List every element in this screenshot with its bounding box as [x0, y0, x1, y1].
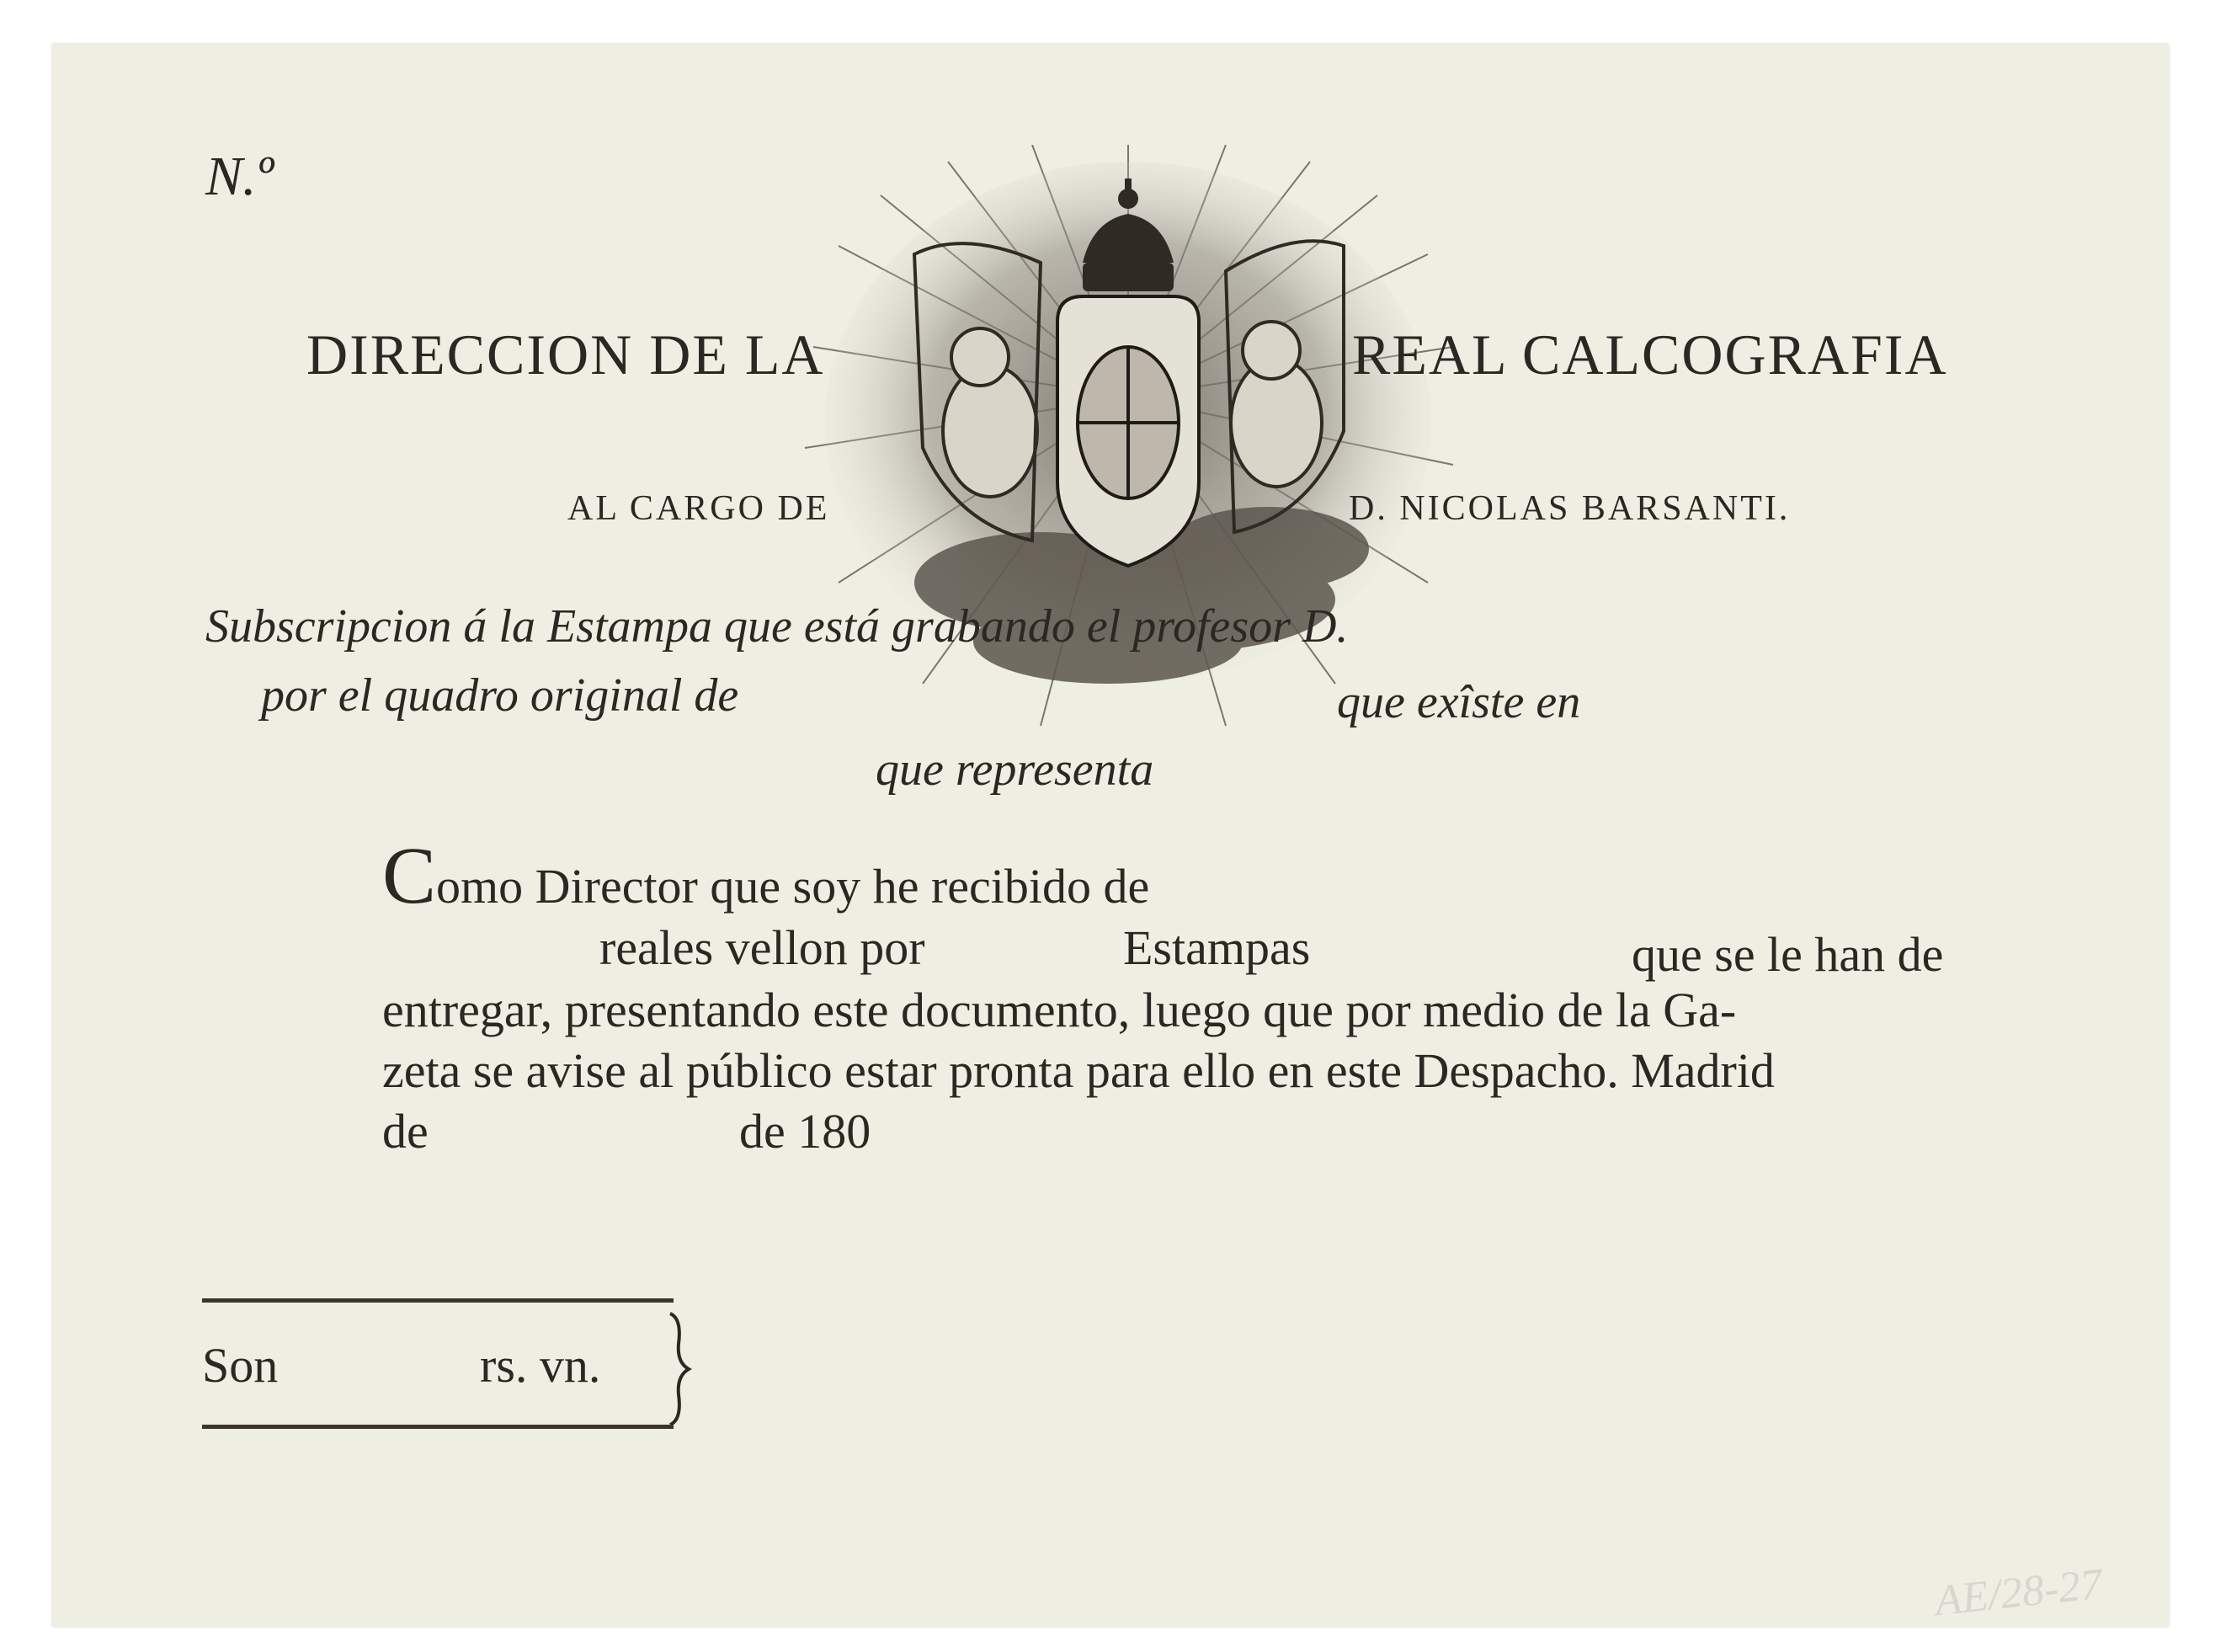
- number-label: N.º: [205, 146, 274, 207]
- amount-son-label: Son: [202, 1338, 279, 1393]
- amount-box: [202, 1298, 690, 1440]
- heading-right: REAL CALCOGRAFIA: [1352, 322, 1948, 386]
- shield: [1057, 296, 1199, 566]
- amount-top-rule: [202, 1298, 674, 1303]
- brace-icon: [667, 1310, 692, 1428]
- subscription-line-2-right: que exîste en: [1337, 676, 1581, 728]
- amount-bottom-rule: [202, 1425, 674, 1429]
- subheading-left: AL CARGO DE: [567, 489, 830, 528]
- document-sheet: [52, 44, 2169, 1627]
- subheading-right: D. NICOLAS BARSANTI.: [1349, 489, 1791, 528]
- subscription-line-2-left: por el quadro original de: [261, 669, 739, 722]
- receipt-line-1-text: omo Director que soy he recibido de: [436, 859, 1150, 914]
- archive-pencil-mark: AE/28-27: [1932, 1559, 2105, 1626]
- subscription-line-1: Subscripcion á la Estampa que está grabando el profesor D.: [205, 600, 1349, 653]
- receipt-line-4: zeta se avise al público estar pronta para ello en este Despacho. Madrid: [382, 1043, 1775, 1098]
- receipt-line-2-a: reales vellon por: [599, 920, 925, 975]
- receipt-line-5-b: de 180: [739, 1104, 871, 1159]
- amount-unit-label: rs. vn.: [480, 1338, 601, 1393]
- receipt-line-2-b: Estampas: [1123, 920, 1311, 975]
- receipt-line-2-c: que se le han de: [1632, 927, 1944, 982]
- subscription-line-3: que representa: [876, 743, 1154, 796]
- receipt-line-3: entregar, presentando este documento, luego que por medio de la Ga-: [382, 983, 1737, 1037]
- receipt-line-1: [382, 830, 1150, 920]
- heading-left: DIRECCION DE LA: [306, 322, 825, 386]
- drop-cap: C: [382, 830, 437, 920]
- receipt-line-5-a: de: [382, 1104, 429, 1159]
